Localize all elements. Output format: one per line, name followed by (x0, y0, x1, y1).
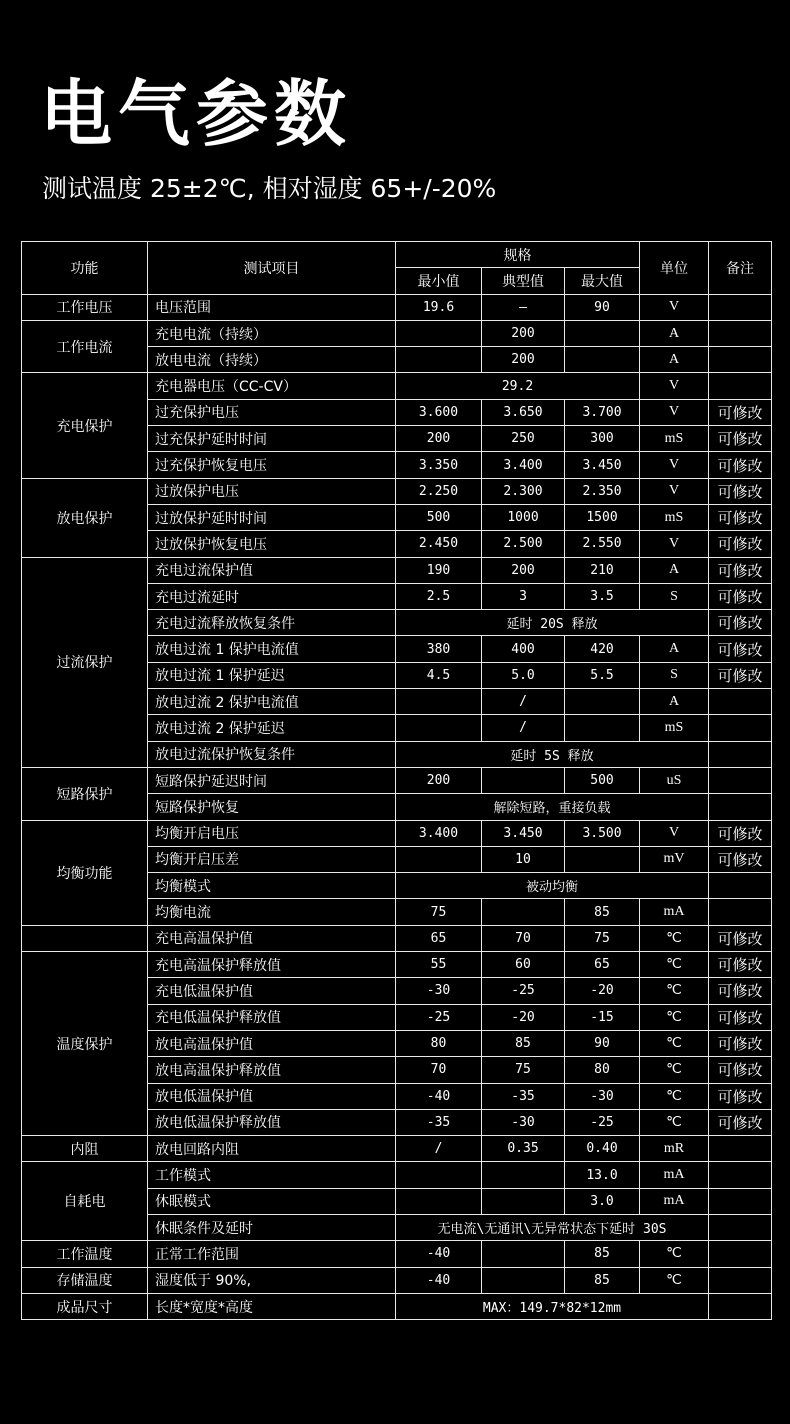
note-cell: 可修改 (709, 1083, 772, 1109)
typ-value-cell: 5.0 (482, 662, 565, 688)
min-value-cell: 200 (396, 426, 482, 452)
unit-cell: ℃ (640, 1083, 709, 1109)
function-cell: 自耗电 (22, 1162, 148, 1241)
unit-cell: ℃ (640, 952, 709, 978)
table-row (22, 767, 772, 793)
max-value-cell: 3.450 (565, 452, 640, 478)
typ-value-cell: 200 (482, 320, 565, 346)
unit-cell: mV (640, 846, 709, 872)
max-value-cell: -30 (565, 1083, 640, 1109)
min-value-cell: 2.250 (396, 478, 482, 504)
electrical-parameters-table (21, 241, 772, 1320)
function-cell: 存储温度 (22, 1267, 148, 1293)
condition-cell: 被动均衡 (396, 873, 709, 899)
test-item-cell: 充电过流释放恢复条件 (148, 610, 396, 636)
max-value-cell (565, 320, 640, 346)
test-item-cell: 均衡开启压差 (148, 846, 396, 872)
function-cell: 工作温度 (22, 1241, 148, 1267)
note-cell (709, 1136, 772, 1162)
max-value-cell: 420 (565, 636, 640, 662)
unit-cell: A (640, 636, 709, 662)
test-item-cell: 工作模式 (148, 1162, 396, 1188)
max-value-cell: 75 (565, 925, 640, 951)
table-row (22, 320, 772, 346)
note-cell (709, 1188, 772, 1214)
max-value-cell: -15 (565, 1004, 640, 1030)
table-row (22, 557, 772, 583)
function-cell (22, 925, 148, 951)
unit-cell: S (640, 583, 709, 609)
function-cell: 放电保护 (22, 478, 148, 557)
typ-value-cell: 85 (482, 1030, 565, 1056)
max-value-cell: 3.0 (565, 1188, 640, 1214)
typ-value-cell: 70 (482, 925, 565, 951)
test-item-cell: 过放保护延时时间 (148, 504, 396, 530)
test-item-cell: 充电低温保护释放值 (148, 1004, 396, 1030)
max-value-cell (565, 715, 640, 741)
unit-cell: mS (640, 504, 709, 530)
table-row (22, 1162, 772, 1188)
min-value-cell: -40 (396, 1267, 482, 1293)
test-item-cell: 放电过流保护恢复条件 (148, 741, 396, 767)
test-item-cell: 过充保护恢复电压 (148, 452, 396, 478)
test-item-cell: 均衡电流 (148, 899, 396, 925)
table-row (22, 952, 772, 978)
test-item-cell: 充电电流（持续） (148, 320, 396, 346)
typ-value-cell (482, 899, 565, 925)
note-cell (709, 767, 772, 793)
test-item-cell: 长度*宽度*高度 (148, 1293, 396, 1319)
unit-cell: ℃ (640, 1267, 709, 1293)
unit-cell: V (640, 294, 709, 320)
typ-value-cell (482, 1162, 565, 1188)
typ-value-cell: 60 (482, 952, 565, 978)
note-cell (709, 741, 772, 767)
unit-cell: ℃ (640, 1057, 709, 1083)
typ-value-cell (482, 1241, 565, 1267)
note-cell: 可修改 (709, 636, 772, 662)
unit-cell: V (640, 531, 709, 557)
table-row (22, 1136, 772, 1162)
table-row (22, 925, 772, 951)
test-item-cell: 充电过流保护值 (148, 557, 396, 583)
min-value-cell (396, 715, 482, 741)
test-item-cell: 短路保护延迟时间 (148, 767, 396, 793)
max-value-cell: 13.0 (565, 1162, 640, 1188)
note-cell (709, 1214, 772, 1240)
test-item-cell: 过放保护恢复电压 (148, 531, 396, 557)
note-cell (709, 689, 772, 715)
min-value-cell (396, 347, 482, 373)
min-value-cell: 65 (396, 925, 482, 951)
test-item-cell: 放电高温保护释放值 (148, 1057, 396, 1083)
test-item-cell: 过充保护电压 (148, 399, 396, 425)
typ-value-cell: 0.35 (482, 1136, 565, 1162)
note-cell: 可修改 (709, 452, 772, 478)
condition-cell: 解除短路，重接负载 (396, 794, 709, 820)
note-cell (709, 873, 772, 899)
unit-cell: mR (640, 1136, 709, 1162)
note-cell: 可修改 (709, 978, 772, 1004)
test-item-cell: 过充保护延时时间 (148, 426, 396, 452)
max-value-cell: 210 (565, 557, 640, 583)
table-row (22, 820, 772, 846)
note-cell (709, 715, 772, 741)
note-cell (709, 373, 772, 399)
table-row (22, 1267, 772, 1293)
table-row (22, 1293, 772, 1319)
test-item-cell: 充电低温保护值 (148, 978, 396, 1004)
min-value-cell (396, 1162, 482, 1188)
test-item-cell: 放电过流 1 保护延迟 (148, 662, 396, 688)
typ-value-cell: 3.450 (482, 820, 565, 846)
unit-cell: A (640, 689, 709, 715)
min-value-cell: 3.600 (396, 399, 482, 425)
condition-cell: MAX：149.7*82*12mm (396, 1293, 709, 1319)
max-value-cell: 3.5 (565, 583, 640, 609)
function-cell: 成品尺寸 (22, 1293, 148, 1319)
typ-value-cell: 3 (482, 583, 565, 609)
min-value-cell: 3.400 (396, 820, 482, 846)
unit-cell: S (640, 662, 709, 688)
table-row (22, 478, 772, 504)
note-cell: 可修改 (709, 846, 772, 872)
test-item-cell: 均衡模式 (148, 873, 396, 899)
min-value-cell: 3.350 (396, 452, 482, 478)
note-cell: 可修改 (709, 531, 772, 557)
unit-cell: ℃ (640, 1241, 709, 1267)
typ-value-cell: -20 (482, 1004, 565, 1030)
min-value-cell: -30 (396, 978, 482, 1004)
table-row (22, 1241, 772, 1267)
test-item-cell: 放电低温保护值 (148, 1083, 396, 1109)
unit-cell: V (640, 399, 709, 425)
typ-value-cell (482, 1267, 565, 1293)
note-cell: 可修改 (709, 952, 772, 978)
unit-cell: ℃ (640, 1109, 709, 1135)
note-cell: 可修改 (709, 610, 772, 636)
typ-value-cell: 200 (482, 347, 565, 373)
header-spec: 规格 (396, 242, 640, 268)
condition-cell: 延时 20S 释放 (396, 610, 709, 636)
min-value-cell: / (396, 1136, 482, 1162)
typ-value-cell: 3.650 (482, 399, 565, 425)
condition-cell: 无电流\无通讯\无异常状态下延时 30S (396, 1214, 709, 1240)
note-cell: 可修改 (709, 557, 772, 583)
note-cell: 可修改 (709, 399, 772, 425)
note-cell (709, 1267, 772, 1293)
typ-value-cell: / (482, 715, 565, 741)
note-cell: 可修改 (709, 1030, 772, 1056)
typ-value-cell (482, 767, 565, 793)
max-value-cell: -20 (565, 978, 640, 1004)
min-value-cell: -40 (396, 1241, 482, 1267)
max-value-cell: 90 (565, 1030, 640, 1056)
note-cell (709, 347, 772, 373)
test-item-cell: 过放保护电压 (148, 478, 396, 504)
note-cell (709, 1293, 772, 1319)
min-value-cell: 4.5 (396, 662, 482, 688)
unit-cell: mA (640, 1188, 709, 1214)
typ-value-cell: 3.400 (482, 452, 565, 478)
function-cell: 充电保护 (22, 373, 148, 478)
note-cell: 可修改 (709, 662, 772, 688)
typ-value-cell: 1000 (482, 504, 565, 530)
typ-value-cell: 2.300 (482, 478, 565, 504)
unit-cell: V (640, 820, 709, 846)
min-value-cell: 55 (396, 952, 482, 978)
note-cell (709, 899, 772, 925)
min-value-cell: 2.450 (396, 531, 482, 557)
typ-value-cell: 400 (482, 636, 565, 662)
max-value-cell: 0.40 (565, 1136, 640, 1162)
min-value-cell: 80 (396, 1030, 482, 1056)
header-function: 功能 (22, 242, 148, 295)
max-value-cell: 300 (565, 426, 640, 452)
test-item-cell: 休眠条件及延时 (148, 1214, 396, 1240)
note-cell: 可修改 (709, 925, 772, 951)
table-row (22, 373, 772, 399)
min-value-cell: 2.5 (396, 583, 482, 609)
page-title: 电气参数 (40, 72, 353, 156)
test-item-cell: 休眠模式 (148, 1188, 396, 1214)
note-cell: 可修改 (709, 504, 772, 530)
function-cell: 内阻 (22, 1136, 148, 1162)
note-cell (709, 1162, 772, 1188)
min-value-cell (396, 689, 482, 715)
unit-cell: ℃ (640, 1004, 709, 1030)
max-value-cell (565, 846, 640, 872)
test-item-cell: 均衡开启电压 (148, 820, 396, 846)
min-value-cell: 190 (396, 557, 482, 583)
test-item-cell: 放电高温保护值 (148, 1030, 396, 1056)
min-value-cell: -40 (396, 1083, 482, 1109)
unit-cell: A (640, 557, 709, 583)
typ-value-cell: -35 (482, 1083, 565, 1109)
test-item-cell: 正常工作范围 (148, 1241, 396, 1267)
note-cell (709, 794, 772, 820)
note-cell (709, 320, 772, 346)
min-value-cell: 200 (396, 767, 482, 793)
unit-cell: ℃ (640, 1030, 709, 1056)
unit-cell: A (640, 320, 709, 346)
max-value-cell: 2.350 (565, 478, 640, 504)
header-test-item: 测试项目 (148, 242, 396, 295)
unit-cell: ℃ (640, 978, 709, 1004)
header-typ: 典型值 (482, 268, 565, 294)
max-value-cell: 85 (565, 899, 640, 925)
note-cell: 可修改 (709, 1004, 772, 1030)
min-value-cell (396, 846, 482, 872)
max-value-cell: 5.5 (565, 662, 640, 688)
condition-cell: 延时 5S 释放 (396, 741, 709, 767)
test-item-cell: 放电低温保护释放值 (148, 1109, 396, 1135)
min-value-cell (396, 320, 482, 346)
typ-value-cell: -30 (482, 1109, 565, 1135)
function-cell: 过流保护 (22, 557, 148, 767)
typ-value-cell: 250 (482, 426, 565, 452)
note-cell: 可修改 (709, 426, 772, 452)
test-item-cell: 电压范围 (148, 294, 396, 320)
max-value-cell: 500 (565, 767, 640, 793)
typ-value-cell: -25 (482, 978, 565, 1004)
max-value-cell: -25 (565, 1109, 640, 1135)
test-item-cell: 放电过流 1 保护电流值 (148, 636, 396, 662)
header-min: 最小值 (396, 268, 482, 294)
typ-value-cell (482, 1188, 565, 1214)
max-value-cell (565, 689, 640, 715)
test-item-cell: 充电高温保护值 (148, 925, 396, 951)
header-max: 最大值 (565, 268, 640, 294)
typ-value-cell: 2.500 (482, 531, 565, 557)
unit-cell: ℃ (640, 925, 709, 951)
unit-cell: uS (640, 767, 709, 793)
unit-cell: mS (640, 426, 709, 452)
unit-cell: mA (640, 899, 709, 925)
test-item-cell: 充电高温保护释放值 (148, 952, 396, 978)
typ-value-cell: — (482, 294, 565, 320)
unit-cell: A (640, 347, 709, 373)
header-unit: 单位 (640, 242, 709, 295)
max-value-cell: 1500 (565, 504, 640, 530)
test-item-cell: 放电过流 2 保护电流值 (148, 689, 396, 715)
typ-value-cell: 75 (482, 1057, 565, 1083)
min-value-cell: 70 (396, 1057, 482, 1083)
note-cell (709, 1241, 772, 1267)
min-value-cell (396, 1188, 482, 1214)
min-value-cell: 19.6 (396, 294, 482, 320)
max-value-cell: 85 (565, 1241, 640, 1267)
unit-cell: V (640, 373, 709, 399)
test-item-cell: 放电回路内阻 (148, 1136, 396, 1162)
function-cell: 短路保护 (22, 767, 148, 820)
min-value-cell: 500 (396, 504, 482, 530)
note-cell: 可修改 (709, 583, 772, 609)
test-item-cell: 短路保护恢复 (148, 794, 396, 820)
header-note: 备注 (709, 242, 772, 295)
table-row (22, 294, 772, 320)
note-cell: 可修改 (709, 478, 772, 504)
max-value-cell: 2.550 (565, 531, 640, 557)
note-cell: 可修改 (709, 1057, 772, 1083)
spec-value-cell: 29.2 (396, 373, 640, 399)
function-cell: 均衡功能 (22, 820, 148, 925)
typ-value-cell: 200 (482, 557, 565, 583)
note-cell: 可修改 (709, 820, 772, 846)
test-item-cell: 充电过流延时 (148, 583, 396, 609)
max-value-cell: 80 (565, 1057, 640, 1083)
unit-cell: mS (640, 715, 709, 741)
test-conditions: 测试温度 25±2℃, 相对湿度 65+/-20% (42, 174, 497, 203)
test-item-cell: 充电器电压（CC-CV） (148, 373, 396, 399)
unit-cell: mA (640, 1162, 709, 1188)
min-value-cell: -35 (396, 1109, 482, 1135)
max-value-cell: 90 (565, 294, 640, 320)
max-value-cell: 85 (565, 1267, 640, 1293)
test-item-cell: 放电电流（持续） (148, 347, 396, 373)
function-cell: 工作电压 (22, 294, 148, 320)
min-value-cell: 380 (396, 636, 482, 662)
note-cell (709, 294, 772, 320)
min-value-cell: 75 (396, 899, 482, 925)
min-value-cell: -25 (396, 1004, 482, 1030)
max-value-cell: 3.500 (565, 820, 640, 846)
max-value-cell: 65 (565, 952, 640, 978)
max-value-cell: 3.700 (565, 399, 640, 425)
test-item-cell: 放电过流 2 保护延迟 (148, 715, 396, 741)
unit-cell: V (640, 452, 709, 478)
max-value-cell (565, 347, 640, 373)
function-cell: 工作电流 (22, 320, 148, 373)
unit-cell: V (640, 478, 709, 504)
function-cell: 温度保护 (22, 952, 148, 1136)
typ-value-cell: 10 (482, 846, 565, 872)
test-item-cell: 湿度低于 90%, (148, 1267, 396, 1293)
note-cell: 可修改 (709, 1109, 772, 1135)
typ-value-cell: / (482, 689, 565, 715)
